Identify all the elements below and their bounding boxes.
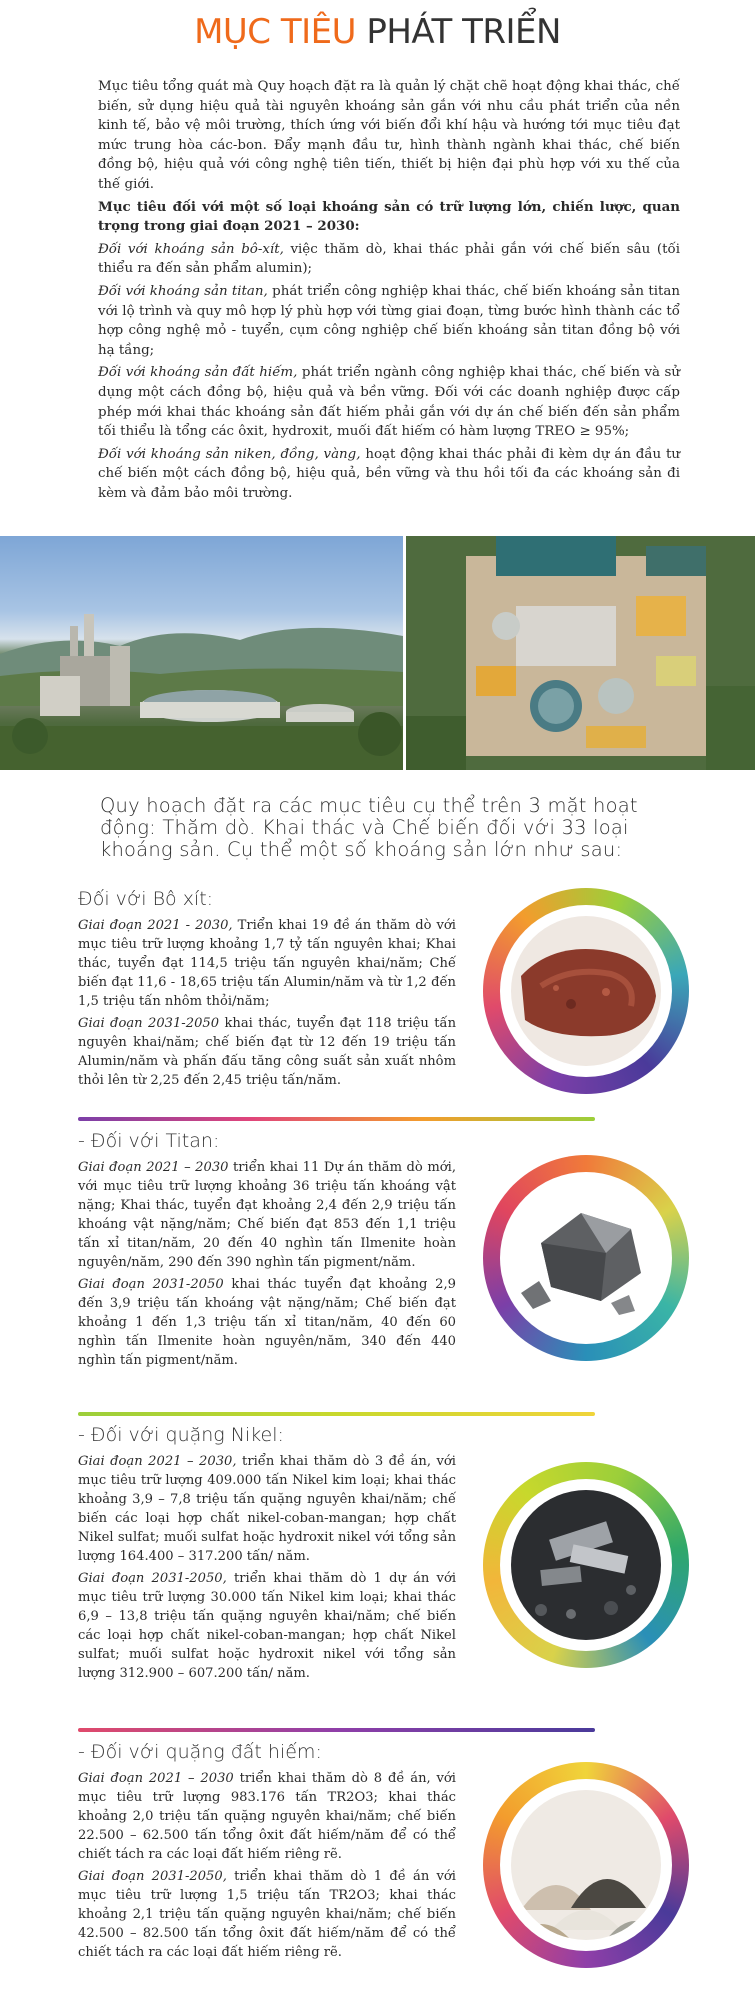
- section-divider: [78, 1412, 595, 1416]
- section-body: Giai đoạn 2021 – 2030 triển khai 11 Dự án thăm dò mới, với mục tiêu trữ lượng khoảng 36 triệu tấn khoáng vật nặng; Khai thác, tuyển đạt khoảng 2,4 đến 2,9 triệu tấn khoáng vật nặng/năm; Chế biến đạt 853 đến 1,1 triệu tấn xỉ titan/năm, 20 đến 40 nghìn tấn Ilmenite hoàn nguyên/năm, 290 đến 390 nghìn tấn pigment/năm. Giai đoạn 2031-2050 khai thác tuyển đạt khoảng 2,9 đến 3,9 triệu tấn khoáng vật nặng/năm; Chế biến đạt khoảng 1 đến 1,3 triệu tấn xỉ titan/năm, 40 đến 60 nghìn tấn Ilmenite hoàn nguyên/năm, 340 đến 440 nghìn tấn pigment/năm.: [78, 1160, 456, 1368]
- bauxite-ring: [483, 888, 689, 1094]
- section-body: Giai đoạn 2021 – 2030 triển khai thăm dò 8 đề án, với mục tiêu trữ lượng 983.176 tấn TR2O3; khai thác khoảng 2,0 triệu tấn quặng nguyên khai/năm; chế biến 22.500 – 62.500 tấn tổng ôxit đất hiếm/năm để có thể chiết tách ra các loại đất hiếm riêng rẽ. Giai đoạn 2031-2050, triển khai thăm dò 1 đề án với mục tiêu trữ lượng 1,5 triệu tấn TR2O3; khai thác khoảng 2,1 triệu tấn quặng nguyên khai/năm; chế biến 42.500 – 82.500 tấn tổng ôxit đất hiếm/năm để có thể chiết tách ra các loại đất hiếm riêng rẽ.: [78, 1771, 456, 1960]
- section-title: - Đối với quặng đất hiếm:: [78, 1741, 322, 1763]
- section-bauxite: [78, 888, 456, 1093]
- section-titan: [78, 1130, 456, 1373]
- lead-paragraph: Quy hoạch đặt ra các mục tiêu cụ thể trên 3 mặt hoạt động: Thăm dò. Khai thác và Chế biến đối với 33 loại khoáng sản. Cụ thể một số khoáng sản lớn như sau:: [100, 794, 638, 861]
- section-title: - Đối với quặng Nikel:: [78, 1424, 284, 1446]
- section-divider: [78, 1117, 595, 1121]
- title-accent: MỤC TIÊU: [194, 12, 356, 52]
- photo-strip: [0, 536, 755, 770]
- intro-text: [98, 77, 680, 506]
- nickel-ring: [483, 1462, 689, 1668]
- refinery-illustration: [0, 536, 403, 770]
- titan-image: [511, 1183, 661, 1333]
- nickel-image: [511, 1490, 661, 1640]
- section-rare-earth: [78, 1741, 456, 1965]
- rare-earth-image: [511, 1790, 661, 1940]
- intro-subheading: Mục tiêu đối với một số loại khoáng sản có trữ lượng lớn, chiến lược, quan trọng trong giai đoạn 2021 – 2030:: [98, 198, 680, 235]
- section-title: - Đối với Titan:: [78, 1130, 220, 1152]
- intro-rare-earth: Đối với khoáng sản đất hiếm, phát triển ngành công nghiệp khai thác, chế biến và sử dụng một cách đồng bộ, hiệu quả và bền vững. Đối với các doanh nghiệp được cấp phép mới khai thác khoáng sản đất hiếm phải gắn với dự án chế biến đến sản phẩm tối thiểu là tổng các ôxit, hydroxit, muối đất hiếm có hàm lượng TREO ≥ 95%;: [98, 365, 680, 440]
- rare-earth-ring: [483, 1762, 689, 1968]
- section-body: Giai đoạn 2021 – 2030, triển khai thăm dò 3 đề án, với mục tiêu trữ lượng 409.000 tấn Nikel kim loại; khai thác khoảng 3,9 – 7,8 triệu tấn quặng nguyên khai/năm; chế biến các loại hợp chất nikel-coban-mangan; hợp chất Nikel sulfat; muối sulfat hoặc hydroxit nikel với tổng sản lượng 164.400 – 317.200 tấn/ năm. Giai đoạn 2031-2050, triển khai thăm dò 1 dự án với mục tiêu trữ lượng 30.000 tấn Nikel kim loại; khai thác 6,9 – 13,8 triệu tấn quặng nguyên khai/năm; chế biến các loại hợp chất nikel-coban-mangan; hợp chất Nikel sulfat; muối sulfat hoặc hydroxit nikel với tổng sản lượng 312.900 – 607.200 tấn/ năm.: [78, 1454, 457, 1681]
- aerial-plant-photo: [406, 536, 755, 770]
- titan-ring: [483, 1155, 689, 1361]
- section-body: Giai đoạn 2021 - 2030, Triển khai 19 đề án thăm dò với mục tiêu trữ lượng khoảng 1,7 tỷ tấn nguyên khai; Khai thác, tuyển đạt 114,5 triệu tấn nguyên khai/năm; Chế biến đạt 11,6 - 18,65 triệu tấn Alumin/năm và từ 1,2 đến 1,5 triệu tấn nhôm thỏi/năm; Giai đoạn 2031-2050 khai thác, tuyển đạt 118 triệu tấn nguyên khai/năm; chế biến đạt từ 12 đến 19 triệu tấn Alumin/năm và phấn đấu tăng công suất sản xuất nhôm thỏi lên từ 2,25 đến 2,45 triệu tấn/năm.: [78, 918, 456, 1088]
- intro-bauxite: Đối với khoáng sản bô-xít, việc thăm dò, khai thác phải gắn với chế biến sâu (tối thiểu ra đến sản phẩm alumin);: [98, 241, 680, 277]
- section-nickel: [78, 1424, 456, 1686]
- title-main: PHÁT TRIỂN: [366, 12, 561, 52]
- page-title: [0, 12, 755, 52]
- section-divider: [78, 1728, 595, 1732]
- intro-nickel: Đối với khoáng sản niken, đồng, vàng, hoạt động khai thác phải đi kèm dự án đầu tư chế biến một cách đồng bộ, hiệu quả, bền vững và thu hồi tối đa các khoáng sản đi kèm và đảm bảo môi trường.: [98, 446, 680, 501]
- aerial-plant-illustration: [406, 536, 755, 770]
- bauxite-image: [511, 916, 661, 1066]
- refinery-photo: [0, 536, 403, 770]
- section-title: Đối với Bô xít:: [78, 888, 214, 910]
- intro-paragraph: Mục tiêu tổng quát mà Quy hoạch đặt ra là quản lý chặt chẽ hoạt động khai thác, chế biến, sử dụng hiệu quả tài nguyên khoáng sản gắn với nhu cầu phát triển của nền kinh tế, bảo vệ môi trường, thích ứng với biến đổi khí hậu và hướng tới mục tiêu đạt mức trung hòa các-bon. Đẩy mạnh đầu tư, hình thành ngành khai thác, chế biến đồng bộ, hiệu quả với công nghệ tiên tiến, thiết bị hiện đại phù hợp với xu thế của thế giới.: [98, 79, 680, 192]
- intro-titan: Đối với khoáng sản titan, phát triển công nghiệp khai thác, chế biến khoáng sản titan với lộ trình và quy mô hợp lý phù hợp với từng giai đoạn, từng bước hình thành các tổ hợp công nghệ mỏ - tuyển, cụm công nghiệp chế biến khoáng sản titan đồng bộ với hạ tầng;: [98, 283, 681, 358]
